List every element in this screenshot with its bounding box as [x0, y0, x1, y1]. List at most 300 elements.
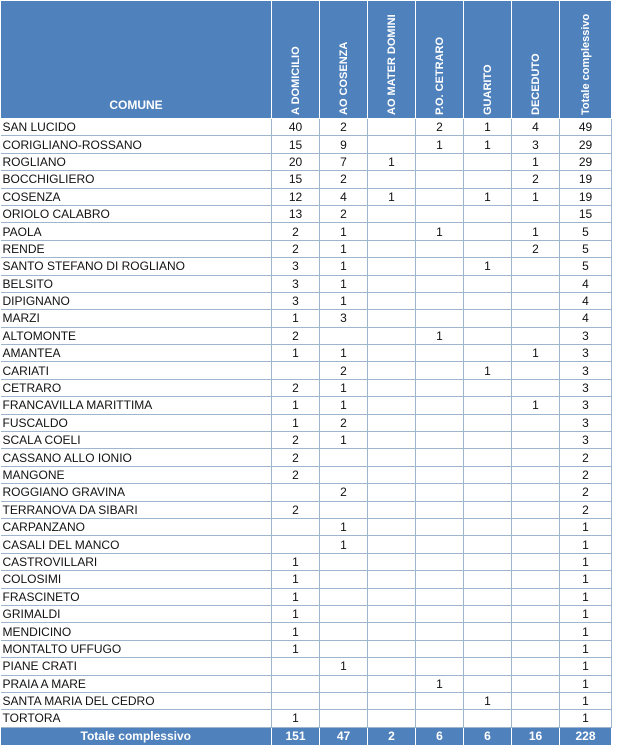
cell-ao-mater-domini: [368, 414, 416, 431]
cell-ao-cosenza: 2: [320, 484, 368, 501]
cell-deceduto: [512, 518, 560, 535]
cell-po-cetraro: 1: [416, 675, 464, 692]
cell-a-domicilio: 1: [272, 623, 320, 640]
cell-po-cetraro: [416, 345, 464, 362]
cell-deceduto: [512, 310, 560, 327]
totals-row: [1, 727, 612, 745]
cell-po-cetraro: [416, 640, 464, 657]
cell-guarito: [464, 501, 512, 518]
cell-ao-mater-domini: 1: [368, 188, 416, 205]
total-ao-cosenza: 47: [320, 727, 368, 745]
cell-ao-cosenza: [320, 675, 368, 692]
cell-comune: SCALA COELI: [1, 432, 272, 449]
cell-ao-mater-domini: [368, 223, 416, 240]
cell-guarito: [464, 414, 512, 431]
table-row: [1, 536, 612, 553]
cell-guarito: [464, 518, 512, 535]
table-row: [1, 240, 612, 257]
cell-deceduto: [512, 484, 560, 501]
cell-a-domicilio: 1: [272, 345, 320, 362]
cell-totale: 3: [560, 327, 612, 344]
cell-deceduto: [512, 692, 560, 709]
header-totale: Totale complessivo: [560, 1, 612, 119]
cell-ao-cosenza: [320, 640, 368, 657]
cell-guarito: [464, 432, 512, 449]
cell-ao-mater-domini: [368, 327, 416, 344]
cell-po-cetraro: [416, 310, 464, 327]
cell-po-cetraro: [416, 414, 464, 431]
cell-totale: 1: [560, 675, 612, 692]
cell-totale: 2: [560, 484, 612, 501]
cell-deceduto: [512, 571, 560, 588]
cell-deceduto: 1: [512, 223, 560, 240]
cell-ao-cosenza: [320, 692, 368, 709]
cell-a-domicilio: 2: [272, 432, 320, 449]
total-ao-mater-domini: 2: [368, 727, 416, 745]
cell-po-cetraro: [416, 258, 464, 275]
cell-ao-cosenza: 1: [320, 292, 368, 309]
cell-comune: GRIMALDI: [1, 605, 272, 622]
cell-deceduto: 3: [512, 136, 560, 153]
cell-ao-mater-domini: 1: [368, 153, 416, 170]
cell-ao-cosenza: 1: [320, 275, 368, 292]
cell-guarito: [464, 240, 512, 257]
cell-a-domicilio: [272, 518, 320, 535]
cell-comune: PIANE CRATI: [1, 658, 272, 675]
cell-po-cetraro: [416, 275, 464, 292]
cell-ao-mater-domini: [368, 466, 416, 483]
cell-po-cetraro: [416, 379, 464, 396]
table-row: [1, 501, 612, 518]
cell-comune: ROGLIANO: [1, 153, 272, 170]
cell-guarito: [464, 588, 512, 605]
cell-ao-mater-domini: [368, 553, 416, 570]
table-body: [1, 119, 612, 728]
cell-ao-cosenza: [320, 553, 368, 570]
cell-deceduto: 1: [512, 345, 560, 362]
cell-ao-mater-domini: [368, 518, 416, 535]
cell-totale: 19: [560, 188, 612, 205]
cell-deceduto: [512, 379, 560, 396]
cell-guarito: 1: [464, 362, 512, 379]
cell-deceduto: 2: [512, 240, 560, 257]
table-row: [1, 362, 612, 379]
cell-po-cetraro: [416, 205, 464, 222]
table-row: [1, 710, 612, 727]
cell-po-cetraro: [416, 466, 464, 483]
cell-comune: FRASCINETO: [1, 588, 272, 605]
cell-guarito: [464, 675, 512, 692]
cell-comune: CETRARO: [1, 379, 272, 396]
cell-deceduto: [512, 327, 560, 344]
cell-comune: MONTALTO UFFUGO: [1, 640, 272, 657]
table-row: [1, 640, 612, 657]
cell-a-domicilio: 2: [272, 449, 320, 466]
cell-totale: 1: [560, 571, 612, 588]
cell-totale: 1: [560, 536, 612, 553]
cell-guarito: [464, 379, 512, 396]
cell-po-cetraro: [416, 588, 464, 605]
header-ao-cosenza: AO COSENZA: [320, 1, 368, 119]
cell-po-cetraro: [416, 518, 464, 535]
cell-guarito: [464, 153, 512, 170]
cell-po-cetraro: [416, 188, 464, 205]
cell-po-cetraro: 1: [416, 327, 464, 344]
cell-deceduto: [512, 466, 560, 483]
table-row: [1, 223, 612, 240]
cell-a-domicilio: 3: [272, 275, 320, 292]
cell-ao-mater-domini: [368, 379, 416, 396]
cell-po-cetraro: [416, 432, 464, 449]
cell-deceduto: 4: [512, 119, 560, 136]
cell-po-cetraro: [416, 449, 464, 466]
cell-ao-cosenza: 1: [320, 518, 368, 535]
cell-a-domicilio: 2: [272, 379, 320, 396]
cell-guarito: [464, 345, 512, 362]
cell-guarito: 1: [464, 119, 512, 136]
cell-totale: 5: [560, 258, 612, 275]
cell-ao-cosenza: [320, 466, 368, 483]
cell-ao-cosenza: 1: [320, 223, 368, 240]
cell-ao-mater-domini: [368, 449, 416, 466]
table-row: [1, 692, 612, 709]
table-row: [1, 553, 612, 570]
cell-ao-cosenza: [320, 588, 368, 605]
cell-comune: CASSANO ALLO IONIO: [1, 449, 272, 466]
cell-ao-cosenza: [320, 449, 368, 466]
cell-a-domicilio: 1: [272, 553, 320, 570]
cell-guarito: 1: [464, 692, 512, 709]
cell-ao-cosenza: 1: [320, 397, 368, 414]
cell-comune: RENDE: [1, 240, 272, 257]
cell-ao-mater-domini: [368, 345, 416, 362]
cell-deceduto: [512, 205, 560, 222]
table-row: [1, 466, 612, 483]
table-row: [1, 119, 612, 136]
cell-guarito: [464, 658, 512, 675]
table-row: [1, 432, 612, 449]
table-row: [1, 623, 612, 640]
header-a-domicilio: A DOMICILIO: [272, 1, 320, 119]
table-row: [1, 571, 612, 588]
cell-ao-mater-domini: [368, 501, 416, 518]
cell-comune: PRAIA A MARE: [1, 675, 272, 692]
cell-totale: 5: [560, 223, 612, 240]
cell-a-domicilio: 1: [272, 640, 320, 657]
header-guarito: GUARITO: [464, 1, 512, 119]
cell-ao-cosenza: [320, 710, 368, 727]
cell-comune: ALTOMONTE: [1, 327, 272, 344]
cell-guarito: [464, 484, 512, 501]
cell-po-cetraro: [416, 605, 464, 622]
cell-po-cetraro: [416, 362, 464, 379]
cell-ao-cosenza: 7: [320, 153, 368, 170]
cell-deceduto: [512, 292, 560, 309]
cell-ao-cosenza: [320, 605, 368, 622]
cell-totale: 4: [560, 310, 612, 327]
cell-guarito: [464, 171, 512, 188]
cell-po-cetraro: 2: [416, 119, 464, 136]
cell-deceduto: [512, 675, 560, 692]
cell-deceduto: 1: [512, 188, 560, 205]
cell-po-cetraro: [416, 553, 464, 570]
cell-comune: CARPANZANO: [1, 518, 272, 535]
cell-deceduto: [512, 536, 560, 553]
table-row: [1, 484, 612, 501]
cell-guarito: [464, 605, 512, 622]
cell-po-cetraro: [416, 397, 464, 414]
cell-totale: 49: [560, 119, 612, 136]
cell-a-domicilio: 12: [272, 188, 320, 205]
total-complessivo: 228: [560, 727, 612, 745]
cell-totale: 3: [560, 345, 612, 362]
cell-ao-mater-domini: [368, 484, 416, 501]
table-row: [1, 605, 612, 622]
cell-po-cetraro: [416, 658, 464, 675]
table-row: [1, 275, 612, 292]
cell-comune: SANTA MARIA DEL CEDRO: [1, 692, 272, 709]
cell-totale: 3: [560, 362, 612, 379]
cell-deceduto: [512, 501, 560, 518]
cell-ao-mater-domini: [368, 588, 416, 605]
cell-totale: 1: [560, 605, 612, 622]
cell-guarito: [464, 640, 512, 657]
cell-totale: 1: [560, 623, 612, 640]
cell-a-domicilio: 2: [272, 501, 320, 518]
table-row: [1, 153, 612, 170]
cell-ao-cosenza: 2: [320, 414, 368, 431]
cell-comune: SAN LUCIDO: [1, 119, 272, 136]
totals-label: Totale complessivo: [1, 727, 272, 745]
cell-comune: AMANTEA: [1, 345, 272, 362]
cell-a-domicilio: [272, 692, 320, 709]
table-row: [1, 310, 612, 327]
cell-po-cetraro: [416, 536, 464, 553]
cell-totale: 29: [560, 136, 612, 153]
cell-ao-mater-domini: [368, 258, 416, 275]
table-row: [1, 518, 612, 535]
cell-a-domicilio: 2: [272, 466, 320, 483]
cell-ao-cosenza: 1: [320, 536, 368, 553]
cell-ao-cosenza: 1: [320, 658, 368, 675]
cell-guarito: [464, 449, 512, 466]
cell-totale: 3: [560, 414, 612, 431]
cell-po-cetraro: [416, 623, 464, 640]
cell-a-domicilio: 20: [272, 153, 320, 170]
cell-comune: FUSCALDO: [1, 414, 272, 431]
cell-guarito: 1: [464, 258, 512, 275]
cell-guarito: 1: [464, 188, 512, 205]
cell-totale: 29: [560, 153, 612, 170]
cell-deceduto: [512, 553, 560, 570]
cell-comune: BOCCHIGLIERO: [1, 171, 272, 188]
cell-ao-mater-domini: [368, 292, 416, 309]
cell-comune: MANGONE: [1, 466, 272, 483]
cell-totale: 4: [560, 275, 612, 292]
cell-deceduto: [512, 658, 560, 675]
cell-deceduto: [512, 258, 560, 275]
cell-ao-cosenza: 2: [320, 362, 368, 379]
cell-ao-mater-domini: [368, 310, 416, 327]
table-row: [1, 171, 612, 188]
cell-ao-cosenza: [320, 501, 368, 518]
cell-ao-mater-domini: [368, 692, 416, 709]
cell-ao-cosenza: 3: [320, 310, 368, 327]
cell-comune: ORIOLO CALABRO: [1, 205, 272, 222]
cell-totale: 3: [560, 379, 612, 396]
cell-ao-cosenza: 2: [320, 205, 368, 222]
cell-totale: 19: [560, 171, 612, 188]
cell-a-domicilio: [272, 362, 320, 379]
cell-comune: CASALI DEL MANCO: [1, 536, 272, 553]
cell-ao-cosenza: 4: [320, 188, 368, 205]
table-row: [1, 379, 612, 396]
cell-po-cetraro: [416, 484, 464, 501]
table-row: [1, 327, 612, 344]
cell-ao-mater-domini: [368, 240, 416, 257]
cell-a-domicilio: 40: [272, 119, 320, 136]
cell-po-cetraro: [416, 692, 464, 709]
cell-deceduto: [512, 710, 560, 727]
cell-a-domicilio: 1: [272, 310, 320, 327]
cell-totale: 3: [560, 432, 612, 449]
cell-deceduto: [512, 275, 560, 292]
cell-a-domicilio: 1: [272, 414, 320, 431]
cell-deceduto: 1: [512, 397, 560, 414]
cell-a-domicilio: 1: [272, 588, 320, 605]
cell-ao-mater-domini: [368, 275, 416, 292]
table-row: [1, 136, 612, 153]
cell-totale: 1: [560, 553, 612, 570]
cell-a-domicilio: [272, 675, 320, 692]
total-po-cetraro: 6: [416, 727, 464, 745]
cell-a-domicilio: 1: [272, 605, 320, 622]
cell-deceduto: [512, 588, 560, 605]
cell-po-cetraro: [416, 153, 464, 170]
table-row: [1, 345, 612, 362]
cell-po-cetraro: [416, 292, 464, 309]
cell-totale: 2: [560, 501, 612, 518]
cell-comune: COSENZA: [1, 188, 272, 205]
table-row: [1, 675, 612, 692]
cell-totale: 5: [560, 240, 612, 257]
cell-a-domicilio: 3: [272, 292, 320, 309]
cell-ao-cosenza: 1: [320, 345, 368, 362]
cell-ao-mater-domini: [368, 640, 416, 657]
cell-guarito: [464, 310, 512, 327]
cell-a-domicilio: 3: [272, 258, 320, 275]
cell-deceduto: [512, 362, 560, 379]
cell-a-domicilio: 2: [272, 223, 320, 240]
cell-totale: 1: [560, 640, 612, 657]
cell-a-domicilio: 15: [272, 136, 320, 153]
cell-totale: 4: [560, 292, 612, 309]
cell-ao-cosenza: [320, 571, 368, 588]
cell-comune: PAOLA: [1, 223, 272, 240]
table-row: [1, 292, 612, 309]
table-row: [1, 658, 612, 675]
cell-guarito: [464, 466, 512, 483]
table-row: [1, 205, 612, 222]
cell-po-cetraro: [416, 571, 464, 588]
cell-po-cetraro: 1: [416, 223, 464, 240]
cell-deceduto: [512, 623, 560, 640]
cell-ao-cosenza: [320, 327, 368, 344]
cell-guarito: [464, 327, 512, 344]
cell-guarito: [464, 553, 512, 570]
header-po-cetraro: P.O. CETRARO: [416, 1, 464, 119]
cell-deceduto: [512, 605, 560, 622]
cell-a-domicilio: 13: [272, 205, 320, 222]
table-row: [1, 188, 612, 205]
cell-a-domicilio: [272, 658, 320, 675]
cell-ao-mater-domini: [368, 536, 416, 553]
table-row: [1, 397, 612, 414]
cell-totale: 1: [560, 658, 612, 675]
cell-a-domicilio: 1: [272, 571, 320, 588]
cell-guarito: [464, 223, 512, 240]
cell-comune: CORIGLIANO-ROSSANO: [1, 136, 272, 153]
header-ao-mater-domini: AO MATER DOMINI: [368, 1, 416, 119]
cell-deceduto: [512, 432, 560, 449]
cell-comune: MENDICINO: [1, 623, 272, 640]
cell-comune: ROGGIANO GRAVINA: [1, 484, 272, 501]
cell-ao-mater-domini: [368, 605, 416, 622]
cell-ao-mater-domini: [368, 623, 416, 640]
cell-ao-cosenza: 1: [320, 240, 368, 257]
cell-totale: 2: [560, 449, 612, 466]
cell-ao-cosenza: 1: [320, 258, 368, 275]
table-row: [1, 449, 612, 466]
total-guarito: 6: [464, 727, 512, 745]
cell-ao-mater-domini: [368, 571, 416, 588]
cell-ao-mater-domini: [368, 119, 416, 136]
cell-guarito: 1: [464, 136, 512, 153]
cell-ao-mater-domini: [368, 710, 416, 727]
cell-totale: 15: [560, 205, 612, 222]
cell-a-domicilio: 1: [272, 397, 320, 414]
cell-po-cetraro: [416, 710, 464, 727]
cell-guarito: [464, 205, 512, 222]
header-comune: COMUNE: [1, 1, 272, 119]
cell-ao-mater-domini: [368, 675, 416, 692]
cell-totale: 3: [560, 397, 612, 414]
cell-ao-mater-domini: [368, 658, 416, 675]
cell-ao-mater-domini: [368, 432, 416, 449]
cell-totale: 1: [560, 588, 612, 605]
cell-a-domicilio: [272, 536, 320, 553]
cell-comune: MARZI: [1, 310, 272, 327]
cell-ao-mater-domini: [368, 397, 416, 414]
cell-deceduto: [512, 640, 560, 657]
cell-comune: CARIATI: [1, 362, 272, 379]
table-row: [1, 414, 612, 431]
cell-a-domicilio: [272, 484, 320, 501]
cell-ao-mater-domini: [368, 362, 416, 379]
cell-comune: DIPIGNANO: [1, 292, 272, 309]
cell-guarito: [464, 623, 512, 640]
cell-comune: COLOSIMI: [1, 571, 272, 588]
cell-a-domicilio: 1: [272, 710, 320, 727]
cell-ao-cosenza: 1: [320, 379, 368, 396]
cell-po-cetraro: [416, 501, 464, 518]
cell-deceduto: [512, 414, 560, 431]
cell-ao-mater-domini: [368, 136, 416, 153]
table-row: [1, 588, 612, 605]
cell-guarito: [464, 275, 512, 292]
cell-ao-cosenza: [320, 623, 368, 640]
cell-guarito: [464, 571, 512, 588]
